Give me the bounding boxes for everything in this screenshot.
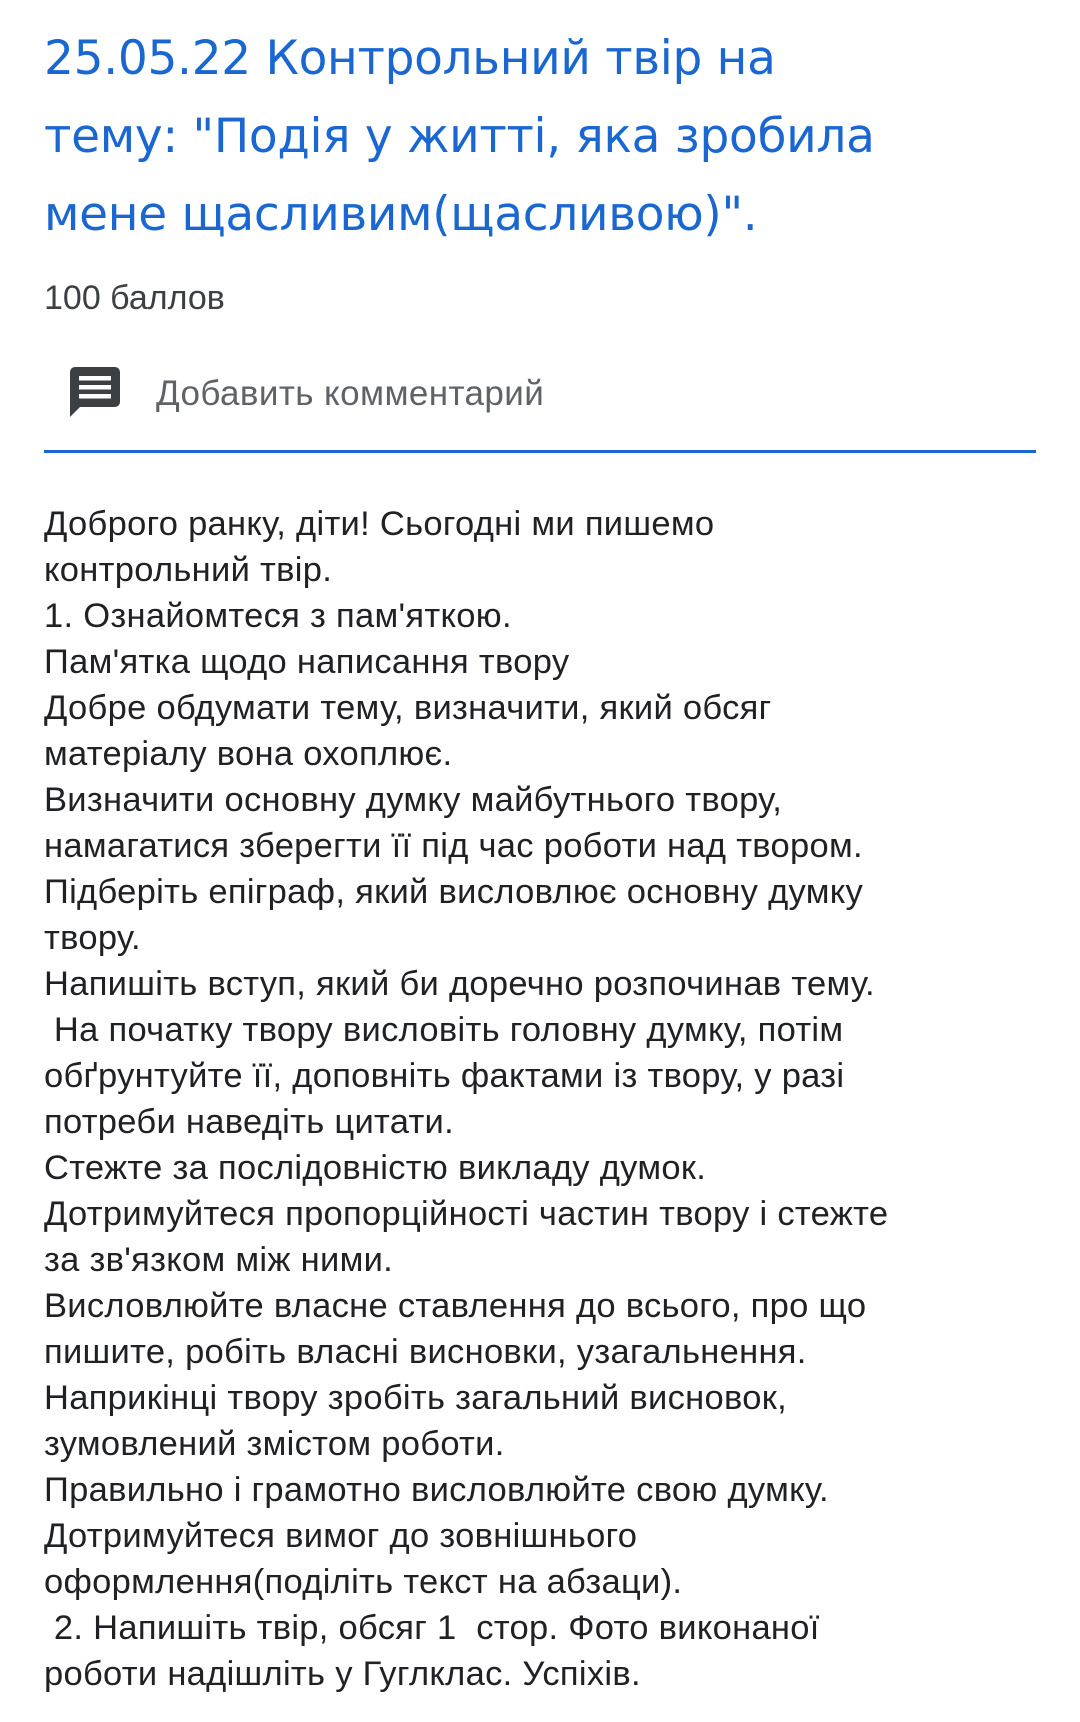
description-line: Правильно і грамотно висловлюйте свою думку.	[44, 1471, 829, 1509]
description-line: твору.	[44, 919, 141, 957]
description-line: роботи надішліть у Гуглклас. Успіхів.	[44, 1655, 641, 1693]
add-comment-button[interactable]	[44, 364, 1036, 424]
description-line: Стежте за послідовністю викладу думок.	[44, 1149, 707, 1187]
title-line: 25.05.22 Контрольний твір на	[44, 31, 776, 86]
description-line: Дотримуйтеся вимог до зовнішнього	[44, 1517, 638, 1555]
points-label: 100 баллов	[44, 279, 225, 317]
assignment-description	[44, 501, 1036, 1697]
description-line: Висловлюйте власне ставлення до всього, про що	[44, 1287, 867, 1325]
description-line: 2. Напишіть твір, обсяг 1 стор. Фото виконаної	[44, 1609, 820, 1647]
description-line: На початку твору висловіть головну думку, потім	[44, 1011, 844, 1049]
description-line: оформлення(поділіть текст на абзаци).	[44, 1563, 683, 1601]
description-line: обґрунтуйте її, доповніть фактами із твору, у разі	[44, 1057, 845, 1095]
description-line: 1. Ознайомтеся з пам'яткою.	[44, 597, 512, 635]
description-line: Доброго ранку, діти! Сьогодні ми пишемо	[44, 505, 715, 543]
description-line: Напишіть вступ, який би доречно розпочинав тему.	[44, 965, 875, 1003]
comment-icon	[66, 364, 126, 424]
description-line: Визначити основну думку майбутнього твору,	[44, 781, 783, 819]
add-comment-label: Добавить комментарий	[156, 374, 545, 413]
title-line: мене щасливим(щасливою)".	[44, 187, 758, 242]
description-line: зумовлений змістом роботи.	[44, 1425, 505, 1463]
description-line: Пам'ятка щодо написання твору	[44, 643, 570, 681]
description-line: потреби наведіть цитати.	[44, 1103, 455, 1141]
assignment-title	[44, 20, 1036, 254]
description-line: Наприкінці твору зробіть загальний висновок,	[44, 1379, 788, 1417]
description-line: намагатися зберегти її під час роботи над твором.	[44, 827, 863, 865]
description-line: за зв'язком між ними.	[44, 1241, 394, 1279]
description-line: пишите, робіть власні висновки, узагальнення.	[44, 1333, 807, 1371]
assignment-page	[44, 20, 1036, 1697]
description-line: матеріалу вона охоплює.	[44, 735, 453, 773]
title-line: тему: "Подія у житті, яка зробила	[44, 109, 875, 164]
description-line: Добре обдумати тему, визначити, який обсяг	[44, 689, 772, 727]
description-line: контрольний твір.	[44, 551, 333, 589]
divider	[44, 450, 1036, 453]
description-line: Дотримуйтеся пропорційності частин твору і стежте	[44, 1195, 889, 1233]
description-line: Підберіть епіграф, який висловлює основну думку	[44, 873, 864, 911]
